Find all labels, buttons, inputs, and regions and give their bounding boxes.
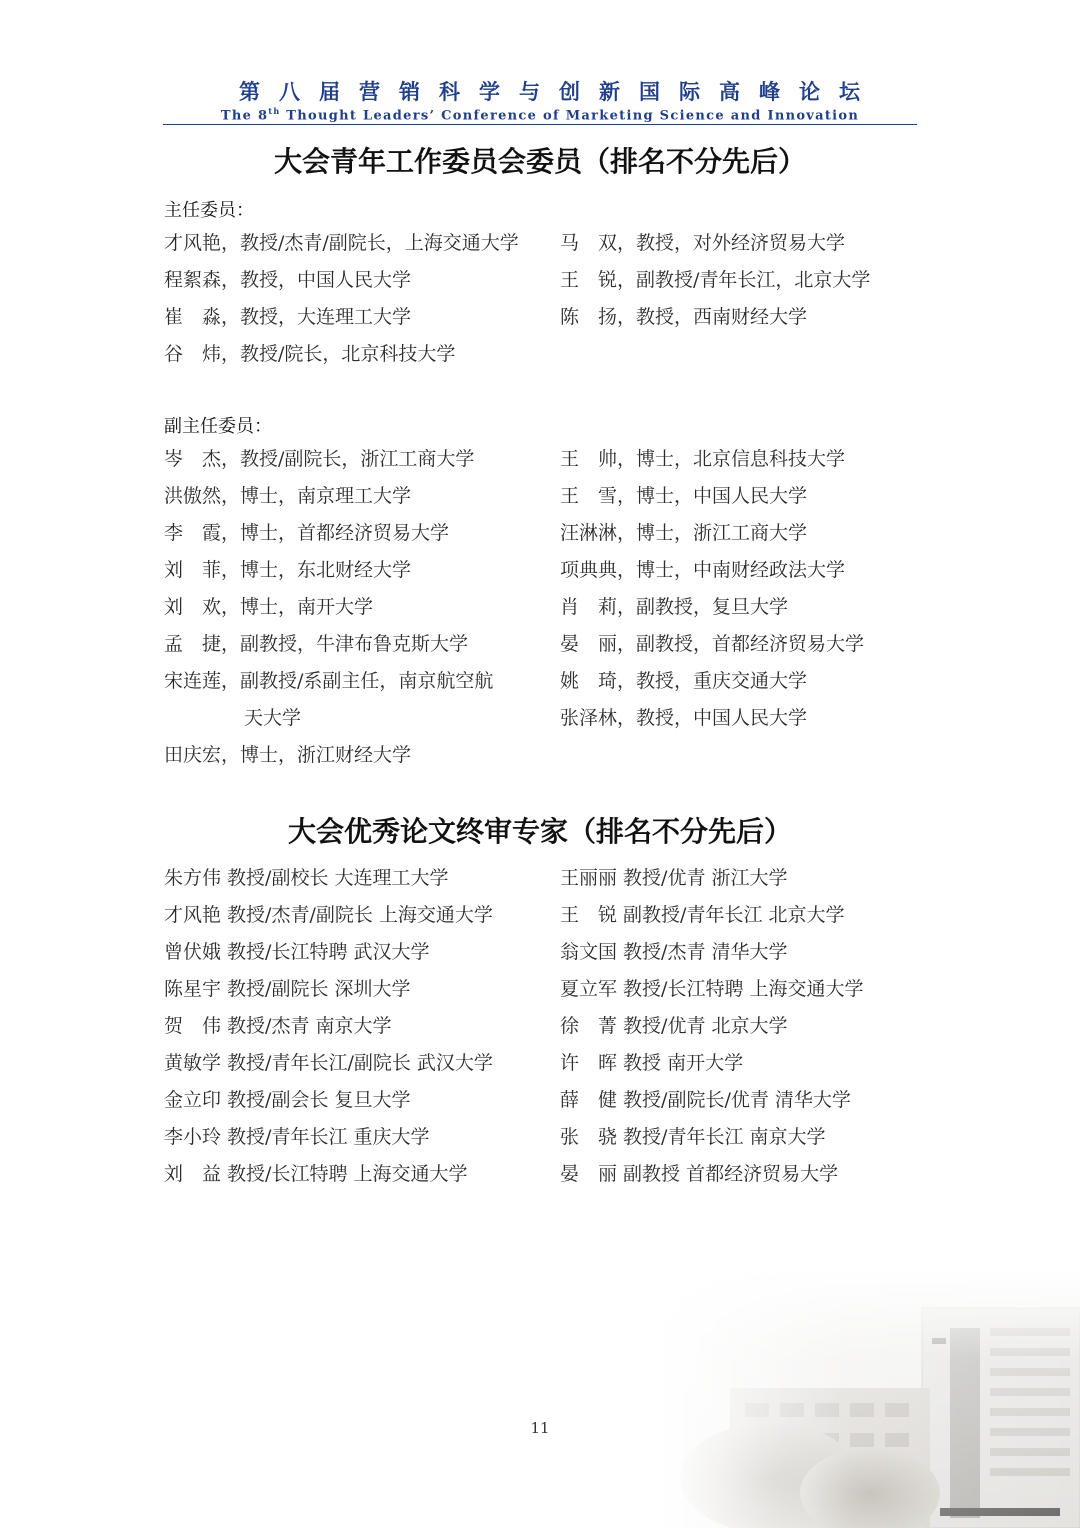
deputies-left-item-line1: 宋连莲，副教授/系副主任，南京航空航	[164, 670, 494, 692]
directors-heading: 主任委员：	[164, 200, 254, 221]
deputies-right-item: 王 雪，博士，中国人民大学	[560, 485, 808, 507]
experts-right-item: 夏立军 教授/长江特聘 上海交通大学	[560, 978, 864, 1000]
deputies-left-item-line2: 天大学	[244, 707, 302, 729]
directors-right-column	[560, 233, 870, 344]
deputies-left-item: 孟 捷，副教授，牛津布鲁克斯大学	[164, 633, 469, 655]
deputies-right-item: 项典典，博士，中南财经政法大学	[560, 559, 846, 581]
experts-left-column	[164, 868, 493, 1201]
experts-left-item: 陈星宇 教授/副院长 深圳大学	[164, 978, 411, 1000]
experts-left-item: 李小玲 教授/青年长江 重庆大学	[164, 1126, 430, 1148]
directors-left-item: 程絮森，教授，中国人民大学	[164, 269, 412, 291]
deputies-left-column	[164, 449, 493, 782]
experts-right-item: 薛 健 教授/副院长/优青 清华大学	[560, 1089, 851, 1111]
directors-right-item: 马 双，教授，对外经济贸易大学	[560, 232, 846, 254]
deputies-right-column	[560, 449, 864, 745]
experts-right-item: 许 晖 教授 南开大学	[560, 1052, 744, 1074]
experts-left-item: 曾伏娥 教授/长江特聘 武汉大学	[164, 941, 430, 963]
deputies-left-item: 岑 杰，教授/副院长，浙江工商大学	[164, 448, 475, 470]
experts-right-item: 晏 丽 副教授 首都经济贸易大学	[560, 1163, 839, 1185]
directors-right-item: 王 锐，副教授/青年长江，北京大学	[560, 269, 871, 291]
campus-building-illustration	[660, 1268, 1080, 1528]
deputies-heading: 副主任委员：	[164, 416, 272, 437]
campus-building-photo	[660, 1268, 1080, 1528]
experts-left-item: 才风艳 教授/杰青/副院长 上海交通大学	[164, 904, 493, 926]
deputies-left-item: 田庆宏，博士，浙江财经大学	[164, 744, 412, 766]
header-divider	[163, 124, 917, 125]
deputies-left-item: 刘 欢，博士，南开大学	[164, 596, 374, 618]
header-title-en	[0, 106, 1080, 123]
deputies-right-item: 汪淋淋，博士，浙江工商大学	[560, 522, 808, 544]
experts-title: 大会优秀论文终审专家（排名不分先后）	[287, 815, 792, 848]
deputies-right-item: 张泽林，教授，中国人民大学	[560, 707, 808, 729]
directors-left-item: 才风艳，教授/杰青/副院长，上海交通大学	[164, 232, 519, 254]
deputies-right-item: 姚 琦，教授，重庆交通大学	[560, 670, 808, 692]
experts-right-item: 王丽丽 教授/优青 浙江大学	[560, 867, 788, 889]
directors-right-item: 陈 扬，教授，西南财经大学	[560, 306, 808, 328]
deputies-right-item: 肖 莉，副教授，复旦大学	[560, 596, 789, 618]
deputies-right-item: 王 帅，博士，北京信息科技大学	[560, 448, 846, 470]
directors-left-column	[164, 233, 519, 381]
experts-left-item: 金立印 教授/副会长 复旦大学	[164, 1089, 411, 1111]
experts-right-item: 王 锐 副教授/青年长江 北京大学	[560, 904, 845, 926]
experts-left-item: 刘 益 教授/长江特聘 上海交通大学	[164, 1163, 468, 1185]
header-title-en-rest: Thought Leaders’ Conference of Marketing Science and Innovation	[280, 108, 860, 124]
experts-left-item: 朱方伟 教授/副校长 大连理工大学	[164, 867, 449, 889]
deputies-left-item: 刘 菲，博士，东北财经大学	[164, 559, 412, 581]
page-number: 11	[530, 1419, 550, 1437]
header-title-en-sup: th	[268, 106, 281, 116]
deputies-right-item: 晏 丽，副教授，首都经济贸易大学	[560, 633, 865, 655]
committee-title: 大会青年工作委员会委员（排名不分先后）	[273, 145, 806, 178]
header-title-cn: 第八届营销科学与创新国际高峰论坛	[239, 80, 879, 104]
experts-right-column	[560, 868, 863, 1201]
experts-right-item: 张 骁 教授/青年长江 南京大学	[560, 1126, 826, 1148]
experts-right-item: 翁文国 教授/杰青 清华大学	[560, 941, 788, 963]
experts-right-item: 徐 菁 教授/优青 北京大学	[560, 1015, 788, 1037]
directors-left-item: 崔 淼，教授，大连理工大学	[164, 306, 412, 328]
experts-left-item: 黄敏学 教授/青年长江/副院长 武汉大学	[164, 1052, 493, 1074]
deputies-left-item: 李 霞，博士，首都经济贸易大学	[164, 522, 450, 544]
directors-left-item: 谷 炜，教授/院长，北京科技大学	[164, 343, 456, 365]
deputies-left-item: 洪傲然，博士，南京理工大学	[164, 485, 412, 507]
header-title-en-prefix: The 8	[220, 108, 269, 124]
deputies-left-item-wrapped	[164, 671, 493, 745]
experts-left-item: 贺 伟 教授/杰青 南京大学	[164, 1015, 392, 1037]
